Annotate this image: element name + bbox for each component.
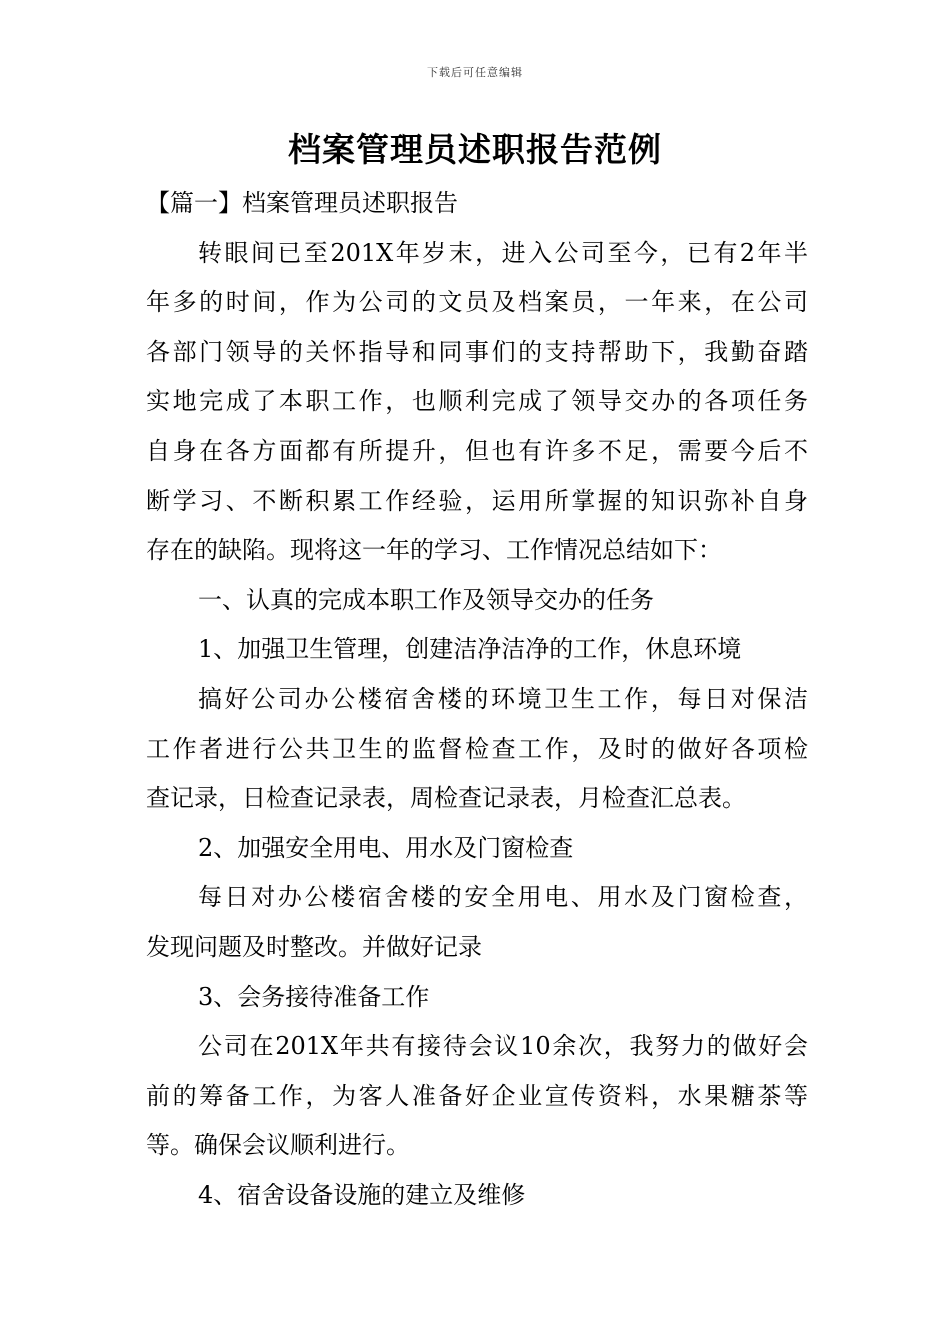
subheading: 1、加强卫生管理，创建洁净洁净的工作，休息环境 bbox=[198, 635, 742, 664]
document-title: 档案管理员述职报告范例 bbox=[288, 130, 662, 169]
section-heading: 【篇一】档案管理员述职报告 bbox=[146, 189, 458, 217]
paragraph-line: 实地完成了本职工作，也顺利完成了领导交办的各项任务 bbox=[146, 387, 808, 416]
paragraph-line: 断学习、不断积累工作经验，运用所掌握的知识弥补自身 bbox=[146, 486, 808, 515]
paragraph-line: 发现问题及时整改。并做好记录 bbox=[146, 932, 482, 961]
document-body bbox=[146, 179, 808, 1220]
paragraph-line: 年多的时间，作为公司的文员及档案员，一年来，在公司 bbox=[146, 288, 808, 317]
paragraph-line: 前的筹备工作，为客人准备好企业宣传资料，水果糖茶等 bbox=[146, 1081, 808, 1110]
paragraph-line: 工作者进行公共卫生的监督检查工作，及时的做好各项检 bbox=[146, 734, 808, 763]
subheading: 3、会务接待准备工作 bbox=[198, 982, 430, 1011]
paragraph-line: 自身在各方面都有所提升，但也有许多不足，需要今后不 bbox=[146, 436, 808, 465]
paragraph-line: 搞好公司办公楼宿舍楼的环境卫生工作，每日对保洁 bbox=[198, 684, 808, 713]
paragraph-line: 公司在201X年共有接待会议10余次，我努力的做好会 bbox=[198, 1032, 808, 1061]
paragraph-line: 各部门领导的关怀指导和同事们的支持帮助下，我勤奋踏 bbox=[146, 337, 808, 366]
subheading: 一、认真的完成本职工作及领导交办的任务 bbox=[198, 585, 654, 614]
paragraph-line: 转眼间已至201X年岁末，进入公司至今，已有2年半 bbox=[198, 238, 808, 267]
subheading: 4、宿舍设备设施的建立及维修 bbox=[198, 1180, 526, 1209]
subheading: 2、加强安全用电、用水及门窗检查 bbox=[198, 833, 574, 862]
paragraph-line: 存在的缺陷。现将这一年的学习、工作情况总结如下： bbox=[146, 536, 722, 565]
header-note: 下载后可任意编辑 bbox=[427, 66, 523, 79]
paragraph-line: 查记录，日检查记录表，周检查记录表，月检查汇总表。 bbox=[146, 784, 746, 813]
paragraph-line: 每日对办公楼宿舍楼的安全用电、用水及门窗检查， bbox=[198, 883, 808, 912]
paragraph-line: 等。确保会议顺利进行。 bbox=[146, 1131, 410, 1160]
